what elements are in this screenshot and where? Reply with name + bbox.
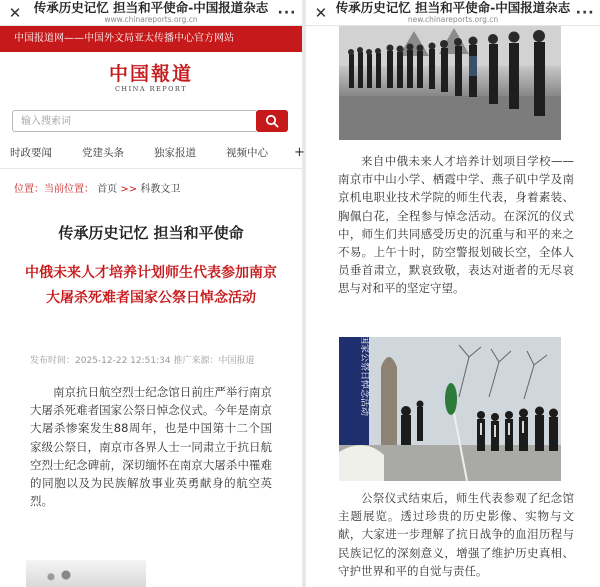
close-icon[interactable]: ✕ — [314, 3, 328, 22]
nav-divider — [0, 168, 302, 169]
site-logo[interactable] — [0, 52, 302, 104]
page-url: new.chinareports.org.cn — [407, 15, 499, 24]
nav-item-politics[interactable]: 时政要闻 — [10, 147, 52, 159]
article-paragraph: 来自中俄未来人才培养计划项目学校——南京市中山小学、栖霞中学、燕子矶中学及南京机电职业技术学院的师生代表，身着素装、胸佩白花，全程参与悼念活动。在深沉的仪式中，师生们共同感受历史的沉重与和平的来之不易。上午十时，防空警报划破长空，全体人员垂首肃立，默哀致敬，表达对逝者的无尽哀思与对和平的坚定守望。 — [338, 154, 574, 296]
ceremony-photo-scene — [339, 26, 561, 140]
breadcrumb — [14, 180, 180, 195]
logo-chinese: 中国報道 — [108, 63, 193, 85]
search-bar — [12, 110, 288, 132]
memorial-photo — [339, 326, 561, 481]
page-url: www.chinareports.org.cn — [104, 15, 198, 24]
browser-title-block — [30, 1, 272, 24]
right-screenshot — [306, 0, 600, 587]
breadcrumb-separator: >> — [120, 184, 138, 195]
logo-english: CHINA REPORT — [114, 85, 188, 93]
nav-more-button[interactable]: + — [294, 145, 305, 160]
memorial-sign-text: 者国家公祭日悼念活动 — [359, 326, 369, 417]
article-meta: 发布时间：2025-12-22 12:51:34 推广来源：中国报道 — [30, 356, 255, 366]
article-subtitle: 中俄未来人才培养计划师生代表参加南京大屠杀死难者国家公祭日悼念活动 — [25, 265, 277, 306]
more-icon[interactable]: ··· — [277, 4, 297, 21]
browser-topbar — [306, 0, 600, 26]
browser-title-block — [336, 1, 571, 24]
article-paragraph: 公祭仪式结束后，师生代表参观了纪念馆主题展览。透过珍贵的历史影像、实物与文献，大家进一步理解了抗日战争的血泪历程与民族记忆的深刻意义，增强了维护历史真相、守护世界和平的自觉与责任。 — [338, 491, 574, 578]
page-title: 传承历史记忆 担当和平使命-中国报道杂志 — [33, 0, 269, 15]
page-title: 传承历史记忆 担当和平使命-中国报道杂志 — [335, 0, 571, 15]
search-input[interactable] — [12, 110, 256, 132]
article-photo-partial — [26, 560, 146, 587]
ceremony-photo — [339, 26, 561, 140]
site-banner: 中国报道网——中国外文局亚太传播中心官方网站 — [0, 26, 302, 52]
close-icon[interactable]: ✕ — [8, 3, 22, 22]
search-button[interactable] — [256, 110, 288, 132]
memorial-photo-scene — [339, 326, 561, 481]
search-icon — [265, 114, 279, 128]
article-paragraph: 南京抗日航空烈士纪念馆日前庄严举行南京大屠杀死难者国家公祭日悼念仪式。今年是南京大屠杀惨案发生88周年，也是中国第十二个国家级公祭日，南京市各界人士一同肃立于抗日航空烈士纪念碑前，深切缅怀在南京大屠杀中罹难的同胞以及为民族解放事业英勇献身的航空英烈。 — [30, 385, 272, 509]
breadcrumb-label: 位置：当前位置： — [14, 184, 94, 195]
channel-nav — [0, 145, 305, 160]
breadcrumb-home[interactable]: 首页 — [97, 184, 118, 195]
article-title: 传承历史记忆 担当和平使命 — [58, 224, 244, 242]
browser-topbar — [0, 0, 302, 26]
nav-item-exclusive[interactable]: 独家报道 — [154, 147, 196, 159]
nav-item-video[interactable]: 视频中心 — [226, 147, 268, 159]
breadcrumb-section[interactable]: 科教文卫 — [140, 184, 181, 195]
nav-item-party[interactable]: 党建头条 — [82, 147, 124, 159]
more-icon[interactable]: ··· — [575, 4, 595, 21]
